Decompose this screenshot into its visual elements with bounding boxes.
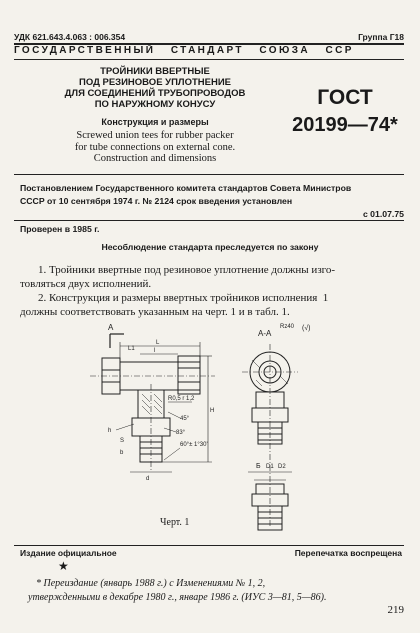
figure-caption: Черт. 1 [160,517,190,528]
reprint-prohibited: Перепечатка воспрещена [294,548,402,558]
title-ru-line-3: ДЛЯ СОЕДИНЕНИЙ ТРУБОПРОВОДОВ [64,88,246,99]
label-section-a-a: А-А [258,329,272,338]
label-view-b: Б [256,463,261,470]
label-roughness-check: (√) [302,325,311,332]
label-d1: D1 [266,464,274,470]
decree-rule [14,220,404,221]
gost-number: 20199—74* [292,114,398,136]
label-d2: D2 [278,464,286,470]
label-r05: R0,5 r 1,2 [168,396,195,402]
title-en-line-3: Construction and dimensions [93,153,217,164]
star-icon: ★ [58,559,69,573]
label-angle-83: 83° [176,430,186,436]
title-ru-line-1: ТРОЙНИКИ ВВЕРТНЫЕ [100,66,210,77]
law-warning: Несоблюдение стандарта преследуется по закону [101,242,319,252]
paragraph-1-line-1: 1. Тройники ввертные под резиновое уплотнение должны изго- [38,264,336,276]
checked-note: Проверен в 1985 г. [20,224,100,234]
udk-code: УДК 621.643.4.063 : 006.354 [14,32,126,42]
title-en-line-2: for tube connections on external cone. [74,141,236,153]
label-dim-d: d [146,476,150,482]
decree-date: с 01.07.75 [362,209,404,219]
title-ru-subtitle: Конструкция и размеры [101,117,209,127]
title-rule [14,174,404,175]
label-section-arrow: А [108,323,114,332]
state-standard-banner: ГОСУДАРСТВЕННЫЙ СТАНДАРТ СОЮЗА ССР [14,45,354,56]
label-dim-S: S [120,438,125,444]
label-dim-L1: L1 [128,346,135,352]
title-ru [40,66,270,110]
label-dim-b: b [120,450,124,456]
group-code: Группа Г18 [358,32,404,42]
paragraph-2-line-1: 2. Конструкция и размеры ввертных тройников исполнения 1 [38,292,329,304]
title-ru-line-2: ПОД РЕЗИНОВОЕ УПЛОТНЕНИЕ [78,77,231,88]
section-a-a-view [242,344,298,526]
reissue-note-line-1: * Переиздание (январь 1988 г.) с Изменениями № 1, 2, [36,578,266,589]
gost-label: ГОСТ [317,86,373,109]
title-en [40,130,270,165]
title-en-line-1: Screwed union tees for rubber packer [76,130,234,141]
paragraph-2-line-2: должны соответствовать указанным на черт. 1 и в табл. 1. [20,306,290,318]
page-number: 219 [387,604,404,616]
label-angle-60: 60°± 1°30' [180,442,208,448]
decree-line-1: Постановлением Государственного комитета стандартов Совета Министров [20,183,352,193]
header-rule-bottom [14,59,404,60]
label-dim-h: h [108,428,112,434]
tee-side-view [90,334,215,472]
reissue-note-line-2: утвержденными в декабре 1980 г., январе 1986 г. (ИУС 3—81, 5—86). [28,592,327,603]
title-ru-line-4: ПО НАРУЖНОМУ КОНУСУ [94,99,216,110]
label-roughness: Rz40 [280,324,295,330]
label-angle-45: 45° [180,416,190,422]
decree-line-2: СССР от 10 сентября 1974 г. № 2124 срок введения установлен [20,196,293,206]
label-dim-L: L [156,340,160,346]
drawing-fig-1 [80,320,330,540]
official-edition: Издание официальное [20,548,117,558]
footer-rule [14,545,404,546]
label-dim-l: l [154,348,156,354]
label-dim-H: H [210,408,215,414]
paragraph-1-line-2: товляться двух исполнений. [20,278,152,290]
